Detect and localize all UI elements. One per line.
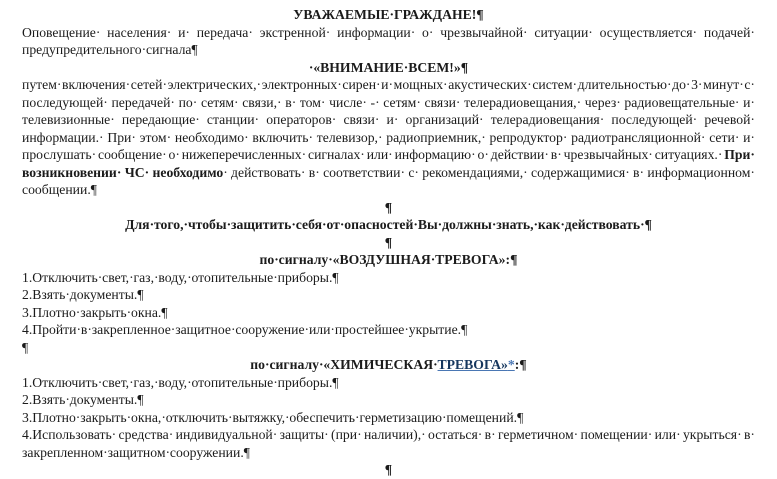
attention-heading: [22, 59, 755, 77]
air-alert-item-1: [22, 269, 755, 287]
air-alert-item-2: [22, 286, 755, 304]
text-run: УВАЖАЕМЫЕ· ГРАЖДАНЕ!¶: [293, 7, 484, 22]
text-run: :¶: [514, 357, 527, 372]
hyperlink-text[interactable]: ТРЕВОГА»: [437, 357, 508, 372]
text-run: 3.Плотно· закрыть· окна,· отключить· вытяжку,· обеспечить· герметизацию· помещений.¶: [22, 409, 524, 425]
empty-line-4: [22, 461, 755, 479]
air-alert-item-3: [22, 304, 755, 322]
text-run: по· сигналу· «ВОЗДУШНАЯ· ТРЕВОГА»:¶: [259, 252, 518, 267]
hyperlink-text[interactable]: *: [507, 357, 515, 372]
text-run: Для· того,· чтобы· защитить· себя· от· опасностей· Вы· должны· знать,· как· действовать· ¶: [125, 217, 652, 232]
intro-paragraph: [22, 24, 755, 59]
chem-alert-item-2: [22, 391, 755, 409]
empty-line-3: [22, 339, 755, 357]
empty-line-2: [22, 234, 755, 252]
text-run: 4.Использовать· средства· индивидуальной· защиты· (при· наличии),· остаться· в· герметичном· помещении· или· укрыться· в· закрепленном· защитном· сооружении.¶: [22, 427, 755, 460]
text-run: При· возникновении· ЧС· необходимо: [22, 147, 755, 180]
text-run: 2.Взять· документы.¶: [22, 287, 144, 302]
text-run: 1.Отключить· свет,· газ,· воду,· отопительные· приборы.¶: [22, 269, 339, 285]
air-alert-heading: [22, 251, 755, 269]
text-run: ¶: [22, 339, 29, 355]
chem-alert-item-4: [22, 426, 755, 461]
text-run: 4.Пройти· в· закрепленное· защитное· сооружение· или· простейшее· укрытие.¶: [22, 322, 468, 337]
title-heading: [22, 6, 755, 24]
text-run: 2.Взять· документы.¶: [22, 392, 144, 407]
text-run: по· сигналу· «ХИМИЧЕСКАЯ·: [250, 357, 438, 372]
text-run: 3.Плотно· закрыть· окна.¶: [22, 304, 168, 320]
text-run: · «ВНИМАНИЕ· ВСЕМ!»¶: [308, 59, 469, 75]
text-run: Оповещение· населения· и· передача· экстренной· информации· о· чрезвычайной· ситуации· осуществляется· подачей· предупредительного· сигнала¶: [22, 24, 755, 57]
chem-alert-heading: [22, 356, 755, 374]
text-run: путем· включения· сетей· электрических,· электронных· сирен· и· мощных· акустических· систем· длительностью· до· 3· минут· с· последующей· передачей· по· сетям· связи,· в· том· числе· -· сетям· связи· телерадиовещания,· через· радиовещательные· и· телевизионные· передающие· станции· операторов· связи· и· организаций· телерадиовещания· последующей· речевой· информации.· При· этом· необходимо· включить· телевизор,· радиоприемник,· репродуктор· радиотрансляционной· сети· и· прослушать· сообщение· о· нижеперечисленных· сигналах· или· информацию· о· действии· в· чрезвычайных· ситуациях.·: [22, 77, 755, 162]
text-run: ¶: [384, 462, 393, 477]
chem-alert-item-1: [22, 374, 755, 392]
text-run: ¶: [384, 199, 393, 215]
text-run: · действовать· в· соответствии· с· рекомендациями,· содержащимися· в· информационном· сообщении.¶: [22, 164, 755, 197]
text-run: ¶: [384, 234, 393, 250]
know-how-heading: [22, 216, 755, 234]
chem-alert-item-3: [22, 409, 755, 427]
document-body: [22, 6, 755, 479]
empty-line-1: [22, 199, 755, 217]
main-paragraph: [22, 76, 755, 199]
text-run: 1.Отключить· свет,· газ,· воду,· отопительные· приборы.¶: [22, 374, 339, 390]
air-alert-item-4: [22, 321, 755, 339]
